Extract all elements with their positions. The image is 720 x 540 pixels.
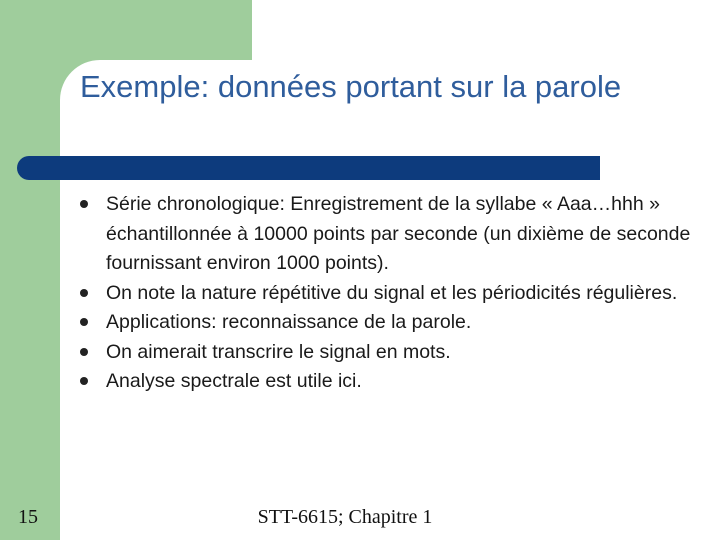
- bullet-icon: [80, 318, 88, 326]
- slide-footer: STT-6615; Chapitre 1: [257, 506, 433, 528]
- bullet-item: [80, 338, 700, 368]
- bullet-item: [80, 190, 700, 279]
- bullet-text: Série chronologique: Enregistrement de la syllabe « Aaa…hhh » échantillonnée à 10000 points par seconde (un dixième de seconde fournissant environ 1000 points).: [106, 193, 691, 274]
- bullet-icon: [80, 289, 88, 297]
- bullet-icon: [80, 348, 88, 356]
- top-accent-band: [60, 0, 252, 60]
- page-number: 15: [18, 506, 38, 528]
- bullet-text: Applications: reconnaissance de la parole.: [106, 311, 472, 333]
- bullet-item: [80, 367, 700, 397]
- bullet-text: On aimerait transcrire le signal en mots.: [106, 340, 451, 363]
- bullet-text: Analyse spectrale est utile ici.: [106, 370, 362, 392]
- bullet-icon: [80, 200, 88, 208]
- slide-title: Exemple: données portant sur la parole: [80, 69, 622, 104]
- bullet-list: [80, 190, 700, 397]
- bullet-icon: [80, 377, 88, 385]
- bullet-item: [80, 308, 700, 338]
- bullet-item: [80, 279, 700, 309]
- title-divider-bar: [17, 156, 600, 180]
- left-accent-band: [0, 0, 60, 540]
- bullet-text: On note la nature répétitive du signal et les périodicités régulières.: [106, 281, 678, 304]
